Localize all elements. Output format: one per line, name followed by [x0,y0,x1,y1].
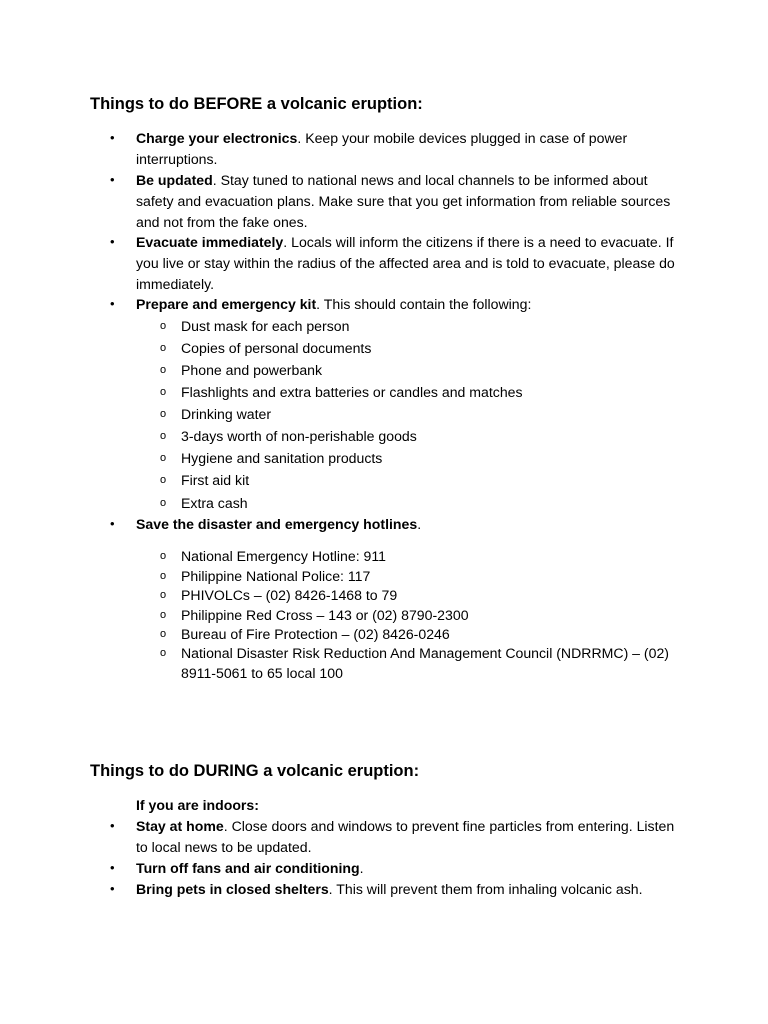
list-item [108,232,688,294]
sub-item-text: First aid kit [181,472,250,489]
sub-item-text: Copies of personal documents [181,339,372,356]
item-text: . Locals will inform the citizens if there is a need to evacuate. If you live or stay within the radius of the affected area and is told to evacuate, please do immediately. [136,234,675,292]
during-list [108,816,688,900]
item-text: . [417,515,422,532]
item-text: . This will prevent them from inhaling volcanic ash. [328,880,643,897]
sub-item-text: Hygiene and sanitation products [181,450,383,467]
bullet-icon: • [110,130,115,145]
circle-bullet-icon: o [160,474,167,487]
circle-bullet-icon: o [160,647,167,660]
item-lead: Charge your electronics [136,130,298,146]
sub-list-item [136,644,688,683]
before-heading: Things to do BEFORE a volcanic eruption: [90,95,423,113]
item-text: . Close doors and windows to prevent fine particles from entering. Listen to local news to be updated. [136,818,675,855]
item-lead: Evacuate immediately [136,234,284,250]
sub-item-text: Philippine National Police: 117 [181,567,371,584]
emergency-kit-list [136,315,688,514]
sub-list-item [136,403,688,425]
circle-bullet-icon: o [160,386,167,399]
circle-bullet-icon: o [160,319,167,332]
sub-list-item [136,447,688,469]
sub-item-text: Flashlights and extra batteries or candles and matches [181,384,523,401]
item-text: . Stay tuned to national news and local channels to be informed about safety and evacuation plans. Make sure that you get information from reliable sources and not from the fake ones. [136,172,671,230]
item-text: . Keep your mobile devices plugged in case of power interruptions. [136,130,628,167]
circle-bullet-icon: o [160,608,167,621]
item-lead: Turn off fans and air conditioning [136,860,360,876]
sub-item-text: National Emergency Hotline: 911 [181,548,386,565]
sub-item-text: 3-days worth of non-perishable goods [181,428,417,445]
sub-list-item [136,492,688,514]
item-lead: Prepare and emergency kit [136,296,317,312]
bullet-icon: • [110,515,115,531]
circle-bullet-icon: o [160,363,167,376]
list-item [108,858,688,879]
list-item [108,879,688,900]
item-text: . [359,860,364,876]
bullet-icon: • [110,880,115,896]
sub-list-item [136,381,688,403]
sub-list-item [136,625,688,644]
circle-bullet-icon: o [160,496,167,509]
item-lead: Save the disaster and emergency hotlines [136,515,418,532]
item-lead: Stay at home [136,818,224,834]
sub-list-item [136,315,688,337]
circle-bullet-icon: o [160,628,167,641]
bullet-icon: • [110,818,115,833]
sub-item-text: Extra cash [181,494,248,511]
sub-list-item [136,359,688,381]
before-list [108,128,688,683]
hotlines-list [136,547,688,683]
circle-bullet-icon: o [160,452,167,465]
circle-bullet-icon: o [160,569,167,582]
sub-list-item [136,586,688,605]
bullet-icon: • [110,234,115,249]
sub-item-text: National Disaster Risk Reduction And Management Council (NDRRMC) – (02) 8911-5061 to 65 local 100 [181,645,669,681]
sub-list-item [136,606,688,625]
circle-bullet-icon: o [160,430,167,443]
item-lead: Be updated [136,172,213,188]
sub-item-text: PHIVOLCs – (02) 8426-1468 to 79 [181,587,398,604]
item-lead: Bring pets in closed shelters [136,880,329,897]
sub-list-item [136,337,688,359]
sub-item-text: Philippine Red Cross – 143 or (02) 8790-2300 [181,606,469,623]
sub-item-text: Dust mask for each person [181,317,350,334]
bullet-icon: • [110,296,115,311]
circle-bullet-icon: o [160,341,167,354]
sub-list-item [136,469,688,491]
sub-list-item [136,547,688,566]
list-item [108,128,688,170]
bullet-icon: • [110,172,115,187]
list-item [108,294,688,514]
list-item [108,170,688,232]
sub-list-item [136,567,688,586]
list-item [108,816,688,858]
during-heading: Things to do DURING a volcanic eruption: [90,762,420,780]
circle-bullet-icon: o [160,589,167,602]
bullet-icon: • [110,860,115,875]
indoors-label: If you are indoors: [136,797,259,813]
circle-bullet-icon: o [160,550,167,563]
sub-item-text: Drinking water [181,406,272,423]
sub-item-text: Phone and powerbank [181,361,323,378]
sub-item-text: Bureau of Fire Protection – (02) 8426-0246 [181,626,450,643]
circle-bullet-icon: o [160,408,167,421]
item-text: . This should contain the following: [316,296,532,312]
sub-list-item [136,425,688,447]
list-item [108,514,688,684]
